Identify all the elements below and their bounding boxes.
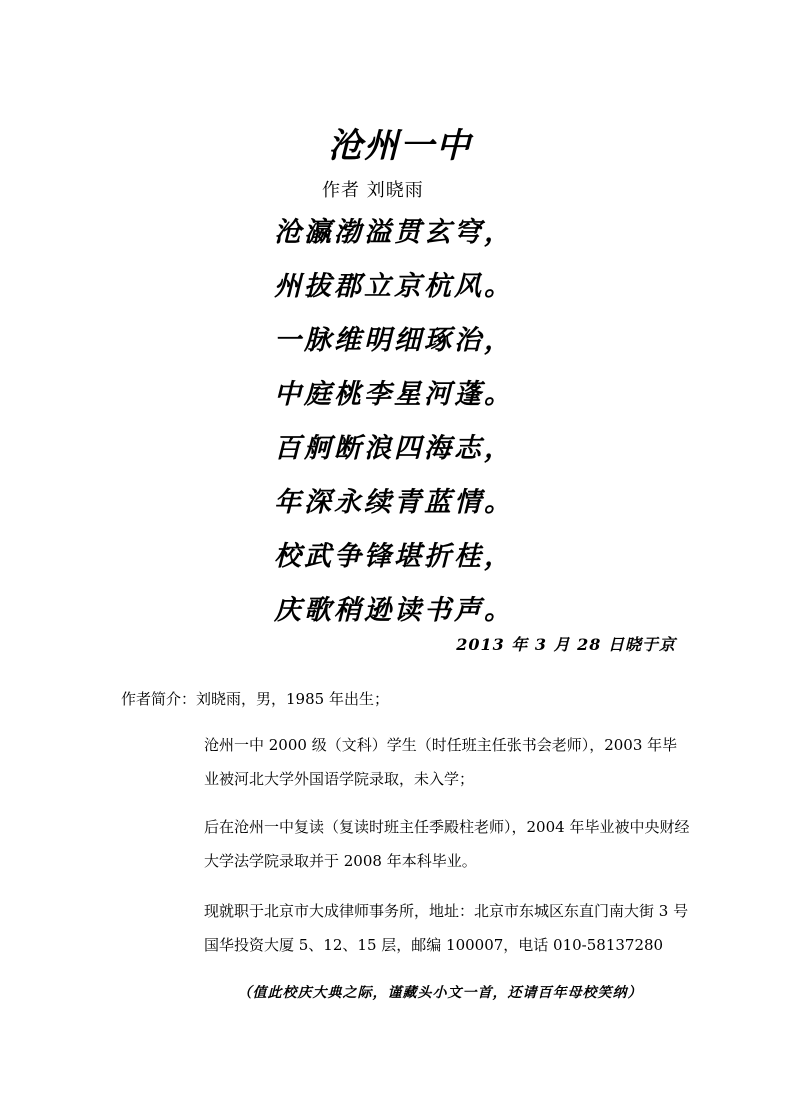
- author-line: 作者 刘晓雨: [322, 180, 424, 201]
- poem-line: 百舸断浪四海志，: [274, 433, 514, 464]
- poem-title: 沧州一中: [328, 126, 472, 166]
- poem-line: 沧瀛渤溢贯玄穹，: [274, 217, 514, 248]
- poem-line: 年深永续青蓝情。: [274, 487, 514, 518]
- bio-label: 作者简介：刘晓雨，男，1985 年出生；: [121, 690, 389, 708]
- poem-body: [274, 218, 514, 650]
- poem-line: 庆歌稍逊读书声。: [274, 595, 514, 626]
- date-line: 2013 年 3 月 28 日晓于京: [456, 635, 676, 654]
- poem-line: 一脉维明细琢治，: [274, 325, 514, 356]
- poem-line: 州拔郡立京杭风。: [274, 271, 514, 302]
- closing-note: （值此校庆大典之际，谨藏头小文一首，还请百年母校笑纳）: [237, 985, 643, 1001]
- bio-paragraph: 沧州一中 2000 级（文科）学生（时任班主任张书会老师），2003 年毕业被河北大学外国语学院录取，未入学；: [204, 736, 678, 788]
- poem-line: 中庭桃李星河蓬。: [274, 379, 514, 410]
- bio-paragraph: 后在沧州一中复读（复读时班主任季殿柱老师），2004 年毕业被中央财经大学法学院录取并于 2008 年本科毕业。: [204, 818, 690, 870]
- poem-line: 校武争锋堪折桂，: [274, 541, 514, 572]
- bio-paragraph: 现就职于北京市大成律师事务所，地址：北京市东城区东直门南大街 3 号国华投资大厦 5、12、15 层，邮编 100007，电话 010-58137280: [204, 902, 689, 954]
